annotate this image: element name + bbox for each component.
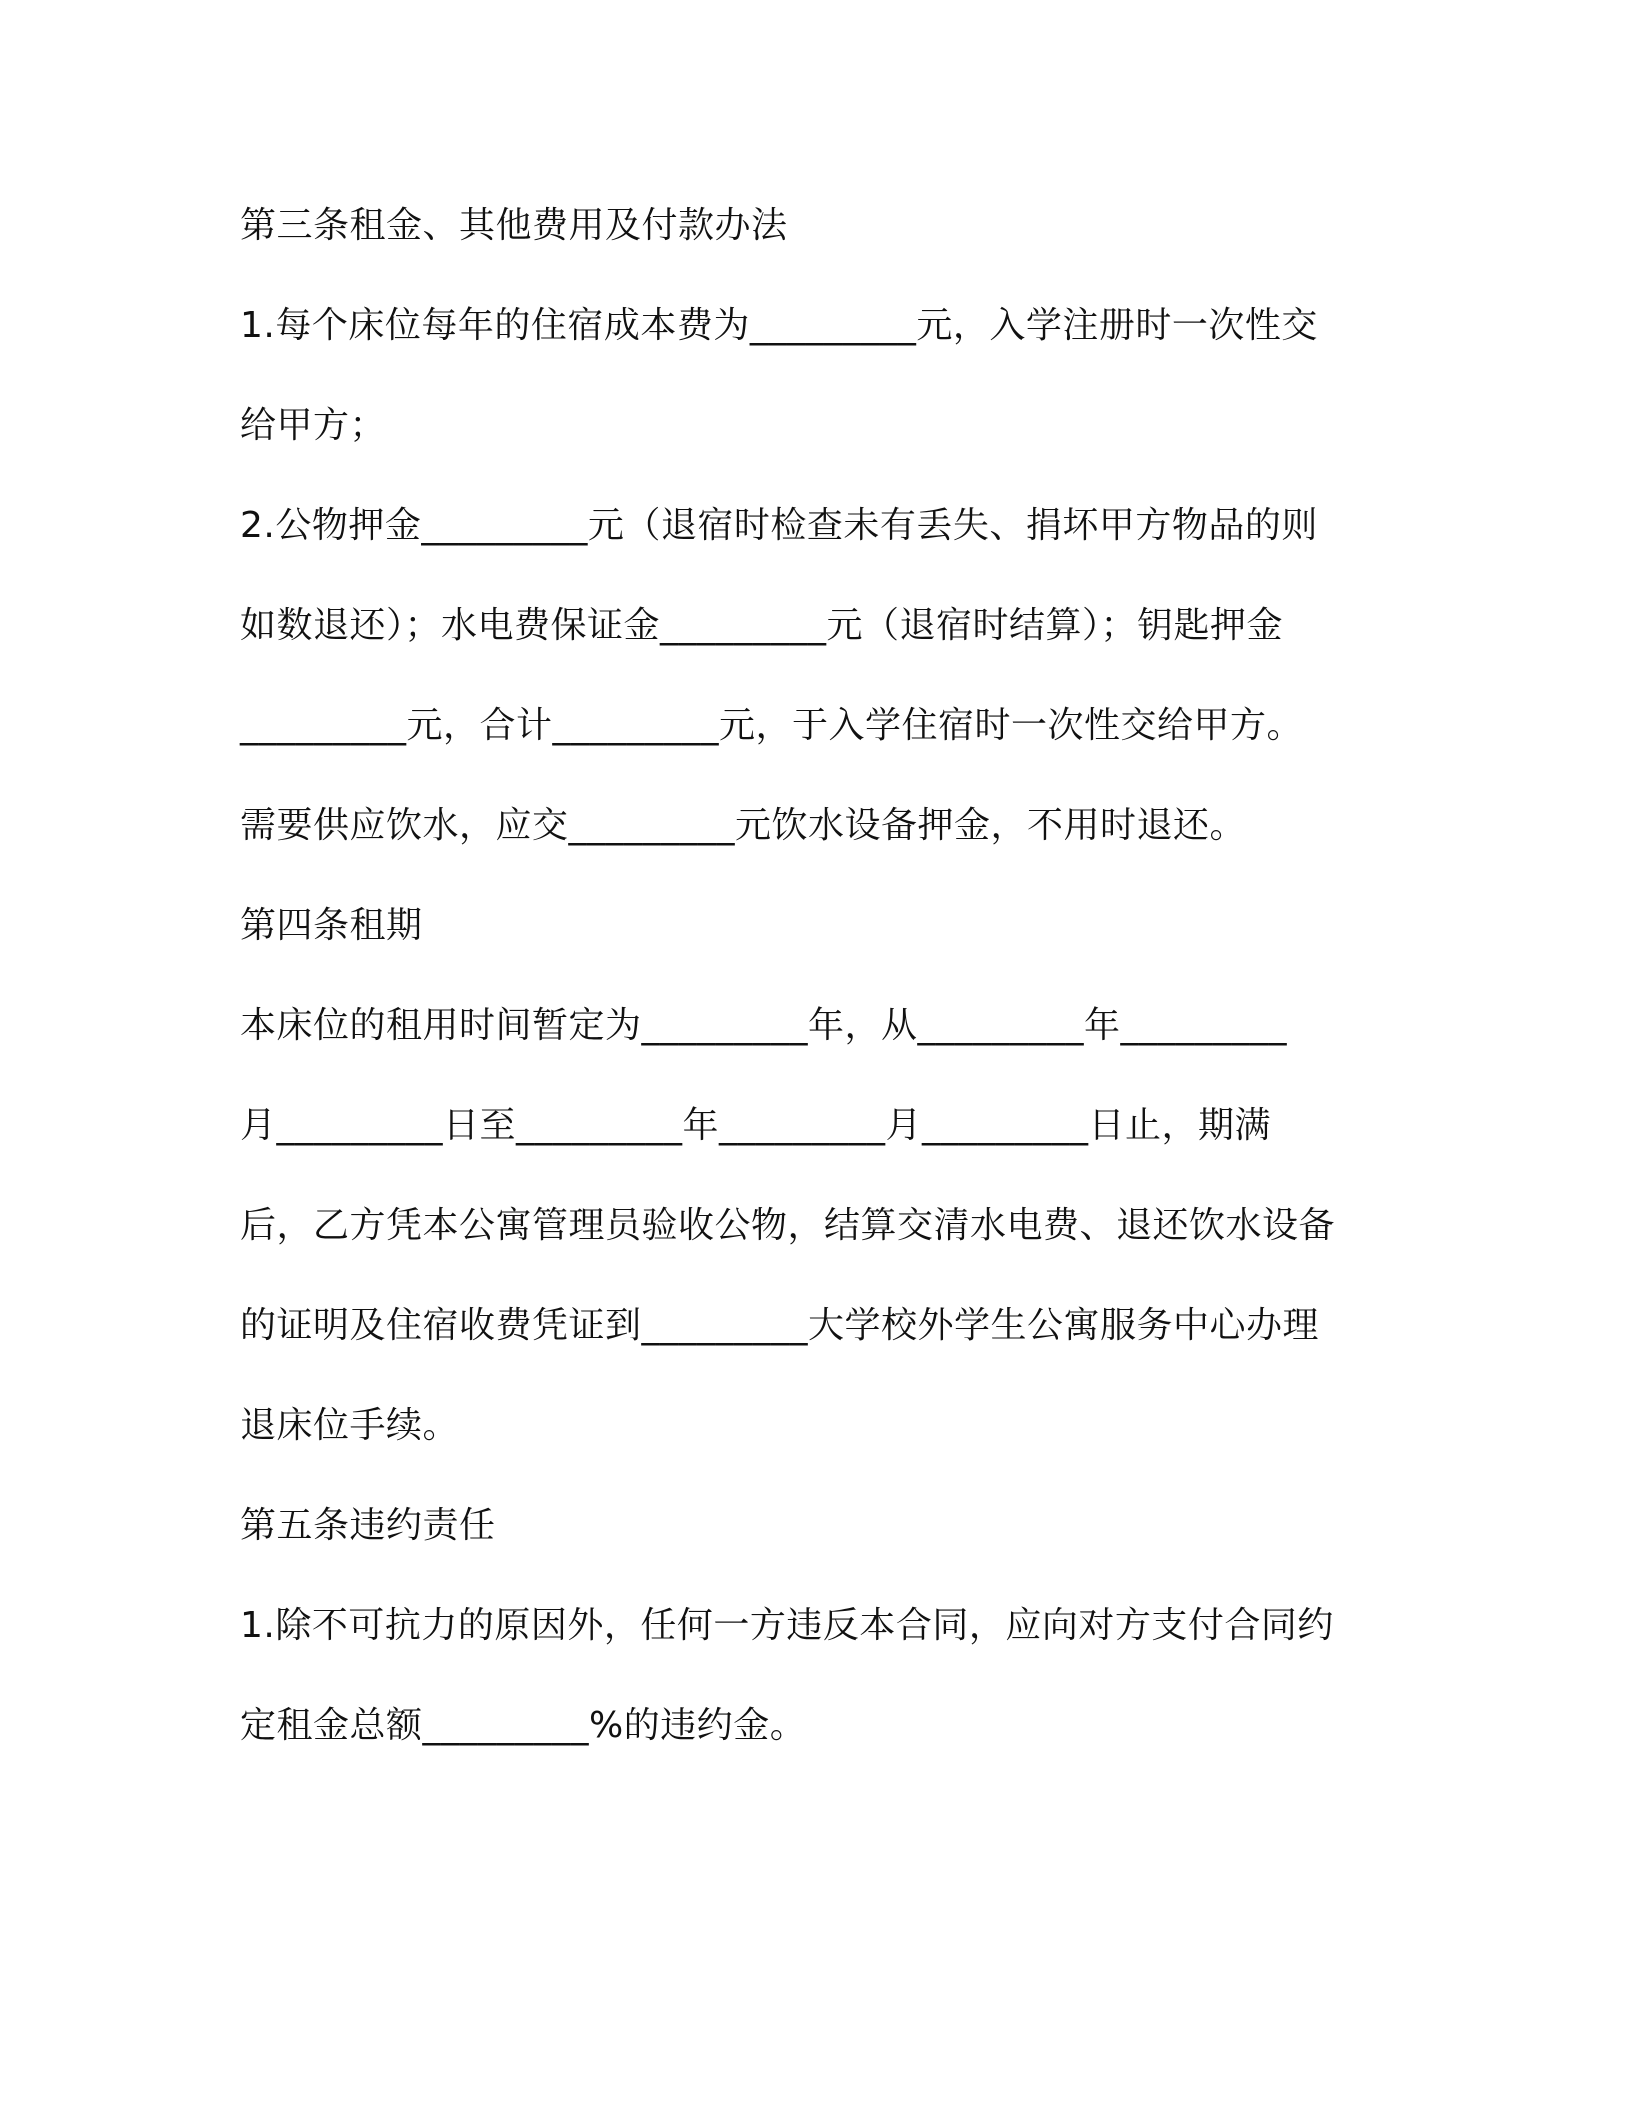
paragraph-line: 2.公物押金_________元（退宿时检查未有丢失、捐坏甲方物品的则 (240, 505, 1318, 546)
section-heading-article-4: 第四条租期 (240, 905, 423, 946)
document-body (240, 176, 1360, 1776)
paragraph-line: 本床位的租用时间暂定为_________年，从_________年_________ (240, 1005, 1288, 1046)
paragraph-line: _________元，合计_________元，于入学住宿时一次性交给甲方。 (240, 705, 1304, 746)
paragraph-line: 1.除不可抗力的原因外，任何一方违反本合同，应向对方支付合同约 (240, 1605, 1334, 1646)
paragraph-line: 退床位手续。 (240, 1405, 460, 1446)
paragraph-line: 如数退还）；水电费保证金_________元（退宿时结算）；钥匙押金 (240, 605, 1284, 646)
section-heading-article-3: 第三条租金、其他费用及付款办法 (240, 205, 788, 246)
paragraph-line: 后，乙方凭本公寓管理员验收公物，结算交清水电费、退还饮水设备 (240, 1205, 1336, 1246)
section-heading-article-5: 第五条违约责任 (240, 1505, 496, 1546)
paragraph-line: 的证明及住宿收费凭证到_________大学校外学生公寓服务中心办理 (240, 1305, 1320, 1346)
paragraph-line: 需要供应饮水，应交_________元饮水设备押金，不用时退还。 (240, 805, 1247, 846)
paragraph-line: 1.每个床位每年的住宿成本费为_________元，入学注册时一次性交 (240, 305, 1318, 346)
paragraph-line: 月_________日至_________年_________月_________日止，期满 (240, 1105, 1272, 1146)
paragraph-line: 定租金总额_________%的违约金。 (240, 1705, 807, 1746)
paragraph-line: 给甲方； (240, 405, 387, 446)
